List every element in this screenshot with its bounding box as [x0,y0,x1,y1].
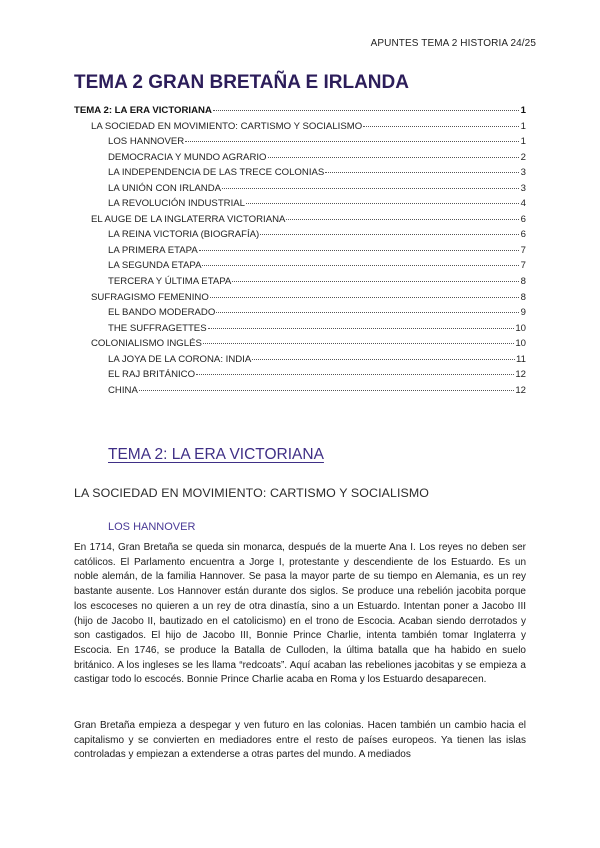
toc-page-number: 2 [520,151,526,163]
toc-page-number: 12 [515,369,526,381]
toc-entry-text: LOS HANNOVER [108,136,185,148]
toc-page-number: 8 [520,291,526,303]
toc-leader [216,312,519,313]
toc-leader [202,265,519,266]
toc-page-number: 3 [520,182,526,194]
toc-leader [363,126,519,127]
toc-entry-text: LA SEGUNDA ETAPA [108,260,202,272]
toc-entry[interactable] [74,196,526,212]
toc-leader [203,343,514,344]
toc-entry[interactable] [74,212,526,228]
toc-entry[interactable] [74,258,526,274]
section-heading-2: LA SOCIEDAD EN MOVIMIENTO: CARTISMO Y SOCIALISMO [74,486,430,500]
toc-entry-text: EL RAJ BRITÁNICO [108,369,196,381]
toc-page-number: 7 [520,260,526,272]
toc-entry-text: TEMA 2: LA ERA VICTORIANA [74,105,212,116]
toc-entry-text: LA UNIÓN CON IRLANDA [108,182,222,194]
running-header: APUNTES TEMA 2 HISTORIA 24/25 [370,38,536,49]
toc-entry-text: EL BANDO MODERADO [108,307,216,319]
toc-entry-text: COLONIALISMO INGLÉS [91,338,202,350]
toc-leader [196,374,514,375]
toc-entry-text: LA JOYA DE LA CORONA: INDIA [108,353,252,365]
toc-page-number: 10 [515,338,526,350]
toc-leader [268,157,519,158]
toc-entry[interactable] [74,383,526,399]
toc-page-number: 3 [520,167,526,179]
body-paragraph: Gran Bretaña empieza a despegar y ven futuro en las colonias. Hacen también un cambio hacia el capitalismo y se convierten en mediadores entre el resto de países europeos. Ya tienen las islas controladas y empiezan a extenderse a otras partes del mundo. A mediados [74,720,526,761]
toc-entry[interactable] [74,352,526,368]
toc-leader [232,281,519,282]
toc-leader [139,390,514,391]
toc-leader [199,250,519,251]
toc-page-number: 10 [515,322,526,334]
toc-leader [246,203,519,204]
toc-entry[interactable] [74,134,526,150]
toc-entry[interactable] [74,165,526,181]
toc-entry-text: LA REVOLUCIÓN INDUSTRIAL [108,198,246,210]
toc-entry-text: LA INDEPENDENCIA DE LAS TRECE COLONIAS [108,167,325,179]
toc-page-number: 11 [516,353,526,365]
toc-page-number: 1 [520,120,526,132]
section-heading-3: LOS HANNOVER [108,521,196,533]
toc-leader [252,359,515,360]
toc-entry-text: LA REINA VICTORIA (BIOGRAFÍA) [108,229,260,241]
toc-leader [286,219,519,220]
toc-page-number: 6 [520,229,526,241]
toc-entry[interactable] [74,336,526,352]
toc-entry-text: CHINA [108,384,138,396]
toc-entry[interactable] [74,290,526,306]
document-title: TEMA 2 GRAN BRETAÑA E IRLANDA [74,72,409,93]
toc-entry-text: SUFRAGISMO FEMENINO [91,291,209,303]
section-heading-1: TEMA 2: LA ERA VICTORIANA [108,446,324,463]
toc-entry-text: LA SOCIEDAD EN MOVIMIENTO: CARTISMO Y SOCIALISMO [91,120,363,132]
toc-page-number: 4 [520,198,526,210]
toc-page-number: 7 [520,244,526,256]
toc-entry-text: DEMOCRACIA Y MUNDO AGRARIO [108,151,267,163]
toc-page-number: 12 [515,384,526,396]
toc-leader [260,234,519,235]
toc-entry[interactable] [74,227,526,243]
toc-entry[interactable] [74,305,526,321]
toc-page-number: 1 [520,136,526,148]
toc-page-number: 6 [520,213,526,225]
toc-entry[interactable] [74,321,526,337]
toc-entry-text: THE SUFFRAGETTES [108,322,207,334]
toc-page-number: 9 [520,307,526,319]
toc-entry[interactable] [74,119,526,135]
table-of-contents [74,103,526,398]
toc-leader [185,141,519,142]
toc-entry[interactable] [74,181,526,197]
toc-leader [325,172,519,173]
toc-entry[interactable] [74,103,526,119]
toc-entry[interactable] [74,367,526,383]
toc-leader [210,297,519,298]
toc-entry-text: EL AUGE DE LA INGLATERRA VICTORIANA [91,213,286,225]
toc-leader [208,328,515,329]
toc-entry-text: TERCERA Y ÚLTIMA ETAPA [108,276,232,288]
toc-entry[interactable] [74,274,526,290]
toc-entry-text: LA PRIMERA ETAPA [108,244,198,256]
toc-entry[interactable] [74,150,526,166]
toc-page-number: 1 [520,105,526,116]
toc-page-number: 8 [520,276,526,288]
body-paragraph: En 1714, Gran Bretaña se queda sin monarca, después de la muerte Ana I. Los reyes no deben ser católicos. El Parlamento encuentra a Jorge I, protestante y descendiente de los Estuardo. Es un noble alemán, de la familia Hannover. Se pasa la mayor parte de su tiempo en Alemania, es un rey bastante ausente. Los Hannover están durante dos siglos. Se produce una rebelión jacobita porque los escoceses no quieren a un rey de otra dinastía, sino a un Estuardo. Intentan poner a Jacobo III (hijo de Jacobo II, bautizado en el catolicismo) en el trono de Escocia. Acaban siendo derrotados y son castigados. El hijo de Jacobo III, Bonnie Prince Charlie, intenta también tomar Inglaterra y Escocia. En 1746, se produce la Batalla de Culloden, la última batalla que ha habido en suelo británico. A los ingleses se les llama “redcoats”. Aquí acaban las rebeliones jacobitas y se empieza a castigar todo lo escocés. Bonnie Prince Charlie acaba en Roma y los Estuardo desaparecen. [74,542,526,686]
toc-leader [213,110,519,111]
toc-entry[interactable] [74,243,526,259]
toc-leader [222,188,519,189]
